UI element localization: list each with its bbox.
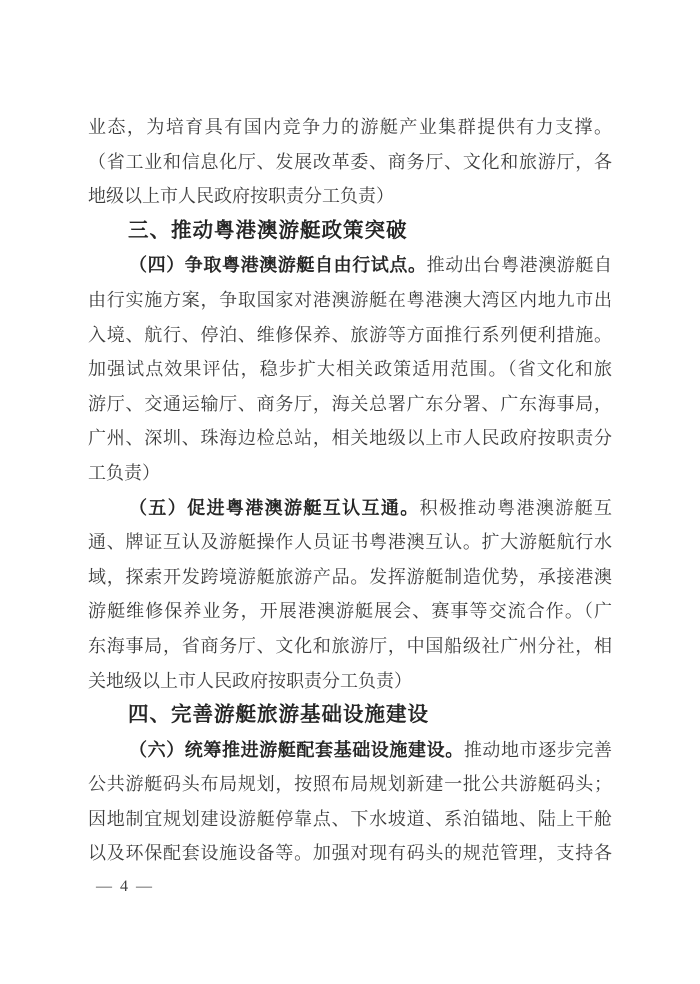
body-text: 以及环保配套设施设备等。加强对现有码头的规范管理，支持各 [88, 843, 612, 864]
bold-lead-text: 三、推动粤港澳游艇政策突破 [128, 218, 408, 242]
text-line [88, 318, 612, 353]
body-text: 公共游艇码头布局规划，按照布局规划新建一批公共游艇码头； [88, 774, 612, 795]
text-line [88, 560, 612, 595]
body-text: 东海事局，省商务厅、文化和旅游厅，中国船级社广州分社，相 [88, 635, 612, 656]
body-text: 推动出台粤港澳游艇自 [426, 255, 612, 276]
document-text [88, 110, 612, 871]
section-heading [88, 698, 612, 733]
text-line [88, 283, 612, 318]
text-line [88, 352, 612, 387]
body-text: 因地制宜规划建设游艇停靠点、下水坡道、系泊锚地、陆上干舱 [88, 808, 612, 829]
bold-lead-text: （四）争取粤港澳游艇自由行试点。 [129, 255, 427, 276]
text-line [88, 491, 612, 526]
body-text: 地级以上市人民政府按职责分工负责） [88, 186, 394, 207]
body-text: 积极推动粤港澳游艇互 [419, 497, 612, 518]
text-line [88, 456, 612, 491]
body-text: 游艇维修保养业务，开展港澳游艇展会、赛事等交流合作。（广 [88, 601, 612, 622]
bold-lead-text: （六）统筹推进游艇配套基础设施建设。 [129, 739, 464, 760]
text-line [88, 594, 612, 629]
bold-lead-text: 四、完善游艇旅游基础设施建设 [128, 703, 429, 727]
body-text: 由行实施方案，争取国家对港澳游艇在粤港澳大湾区内地九市出 [88, 289, 612, 310]
text-line [88, 110, 612, 145]
body-text: 工负责） [88, 462, 160, 483]
body-text: 域，探索开发跨境游艇旅游产品。发挥游艇制造优势，承接港澳 [88, 566, 612, 587]
text-line [88, 836, 612, 871]
bold-lead-text: （五）促进粤港澳游艇互认互通。 [129, 497, 420, 518]
body-text: 推动地市逐步完善 [463, 739, 612, 760]
text-line [88, 387, 612, 422]
page-number: — 4 — [96, 878, 154, 895]
section-heading [88, 214, 612, 249]
body-text: 游厅、交通运输厅、商务厅，海关总署广东分署、广东海事局， [88, 393, 612, 414]
text-line [88, 767, 612, 802]
body-text: 业态，为培育具有国内竞争力的游艇产业集群提供有力支撑。 [88, 117, 612, 137]
body-text: 入境、航行、停泊、维修保养、旅游等方面推行系列便利措施。 [88, 324, 612, 345]
text-line [88, 733, 612, 768]
text-line [88, 145, 612, 180]
body-text: 关地级以上市人民政府按职责分工负责） [88, 670, 412, 691]
text-line [88, 664, 612, 699]
text-line [88, 248, 612, 283]
text-line [88, 179, 612, 214]
body-text: 广州、深圳、珠海边检总站，相关地级以上市人民政府按职责分 [88, 428, 612, 449]
text-line [88, 802, 612, 837]
body-text: （省工业和信息化厅、发展改革委、商务厅、文化和旅游厅，各 [88, 151, 612, 172]
body-text: 加强试点效果评估，稳步扩大相关政策适用范围。（省文化和旅 [88, 359, 612, 380]
text-line [88, 629, 612, 664]
body-text: 通、牌证互认及游艇操作人员证书粤港澳互认。扩大游艇航行水 [88, 532, 612, 553]
text-line [88, 525, 612, 560]
text-line [88, 421, 612, 456]
